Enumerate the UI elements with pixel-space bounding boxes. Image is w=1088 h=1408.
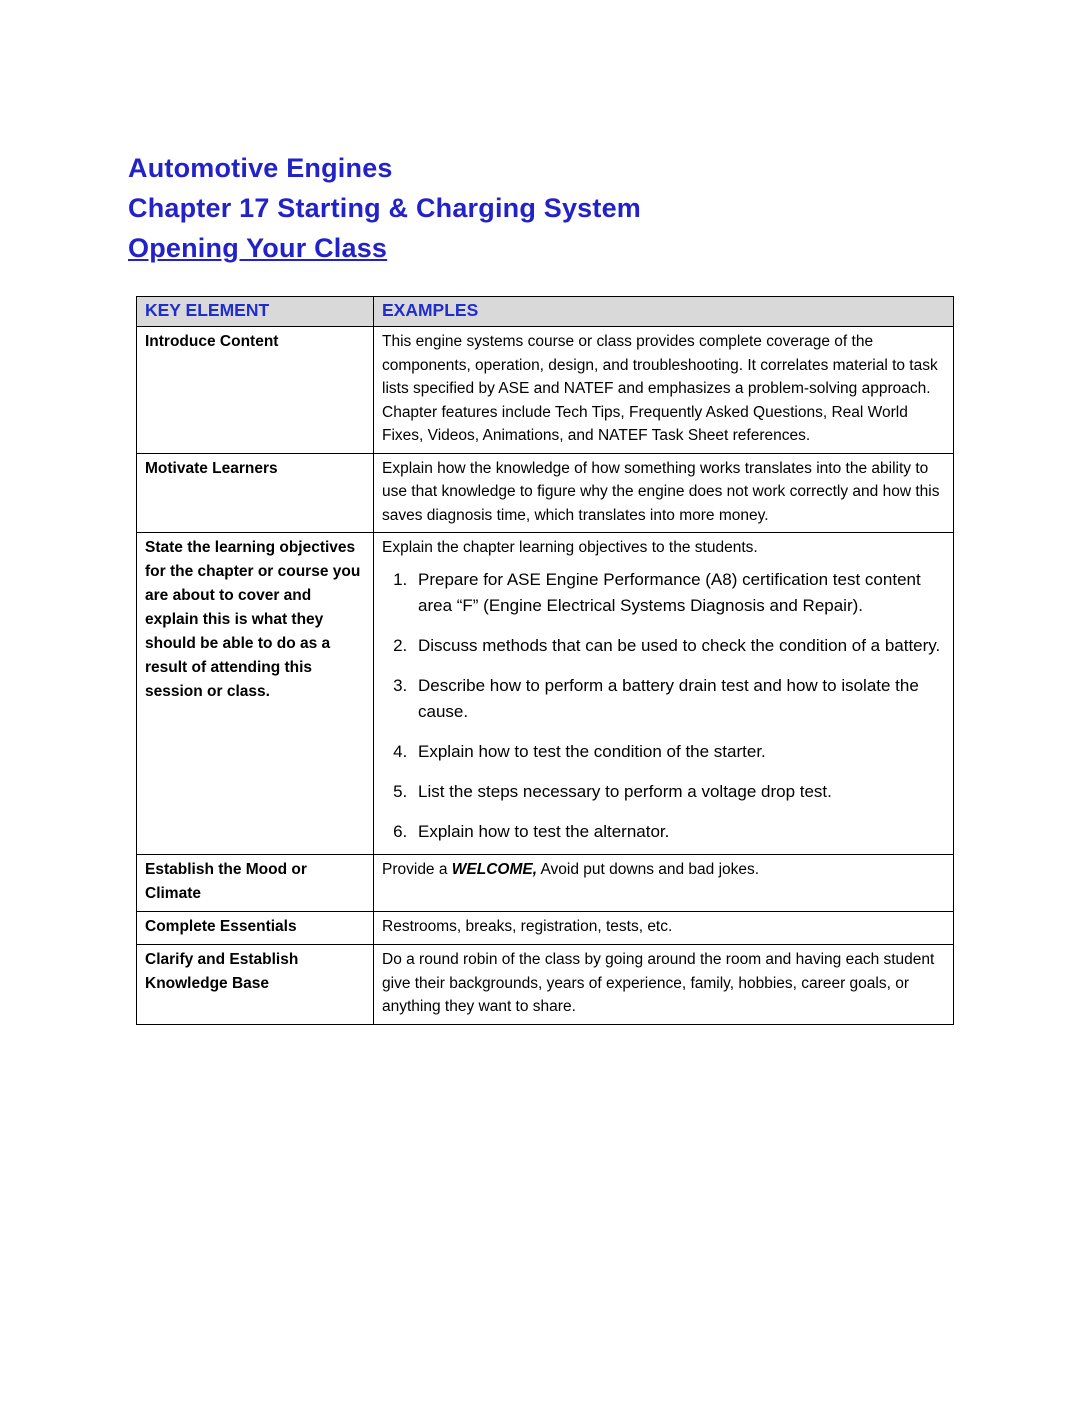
example-cell (374, 533, 954, 855)
example-cell: This engine systems course or class provides complete coverage of the components, operation, design, and troubleshooting. It correlates material to task lists specified by ASE and NATEF and emphasizes a problem-solving approach. Chapter features include Tech Tips, Frequently Asked Questions, Real World Fixes, Videos, Animations, and NATEF Task Sheet references. (374, 327, 954, 454)
table-header-row (137, 297, 954, 327)
column-header-key-element: KEY ELEMENT (137, 297, 374, 327)
key-element-cell: Complete Essentials (137, 912, 374, 945)
example-text-prefix: Provide a (382, 861, 452, 878)
objective-item: 6. Explain how to test the alternator. (412, 819, 943, 845)
example-text-suffix: Avoid put downs and bad jokes. (537, 861, 760, 878)
objective-item: 5. List the steps necessary to perform a voltage drop test. (412, 779, 943, 805)
objectives-list (382, 567, 943, 845)
objective-item: 2. Discuss methods that can be used to check the condition of a battery. (412, 633, 943, 659)
table-row-clarify-knowledge (137, 945, 954, 1025)
key-element-cell: Introduce Content (137, 327, 374, 454)
table-row-motivate-learners (137, 453, 954, 533)
table-row-introduce-content (137, 327, 954, 454)
document-content (128, 148, 954, 1025)
example-cell (374, 855, 954, 912)
objective-item: 3. Describe how to perform a battery drain test and how to isolate the cause. (412, 673, 943, 725)
objective-item: 1. Prepare for ASE Engine Performance (A8) certification test content area “F” (Engine Electrical Systems Diagnosis and Repair). (412, 567, 943, 619)
key-element-cell: Motivate Learners (137, 453, 374, 533)
key-element-cell: State the learning objectives for the chapter or course you are about to cover and explain this is what they should be able to do as a result of attending this session or class. (137, 533, 374, 855)
lesson-plan-table (136, 296, 954, 1025)
column-header-examples: EXAMPLES (374, 297, 954, 327)
key-element-cell: Establish the Mood or Climate (137, 855, 374, 912)
table-row-establish-mood (137, 855, 954, 912)
objective-item: 4. Explain how to test the condition of the starter. (412, 739, 943, 765)
welcome-emphasis: WELCOME, (451, 861, 538, 878)
table-row-learning-objectives (137, 533, 954, 855)
key-element-cell: Clarify and Establish Knowledge Base (137, 945, 374, 1025)
title-block (128, 148, 954, 268)
example-cell: Explain how the knowledge of how something works translates into the ability to use that knowledge to figure why the engine does not work correctly and how this saves diagnosis time, which translates into more money. (374, 453, 954, 533)
section-title: Opening Your Class (128, 233, 388, 263)
example-cell: Do a round robin of the class by going around the room and having each student give their backgrounds, years of experience, family, hobbies, career goals, or anything they want to share. (374, 945, 954, 1025)
table-row-complete-essentials (137, 912, 954, 945)
objectives-intro: Explain the chapter learning objectives to the students. (382, 539, 758, 556)
example-cell: Restrooms, breaks, registration, tests, etc. (374, 912, 954, 945)
chapter-title: Chapter 17 Starting & Charging System (128, 193, 642, 223)
document-title: Automotive Engines (128, 153, 393, 183)
